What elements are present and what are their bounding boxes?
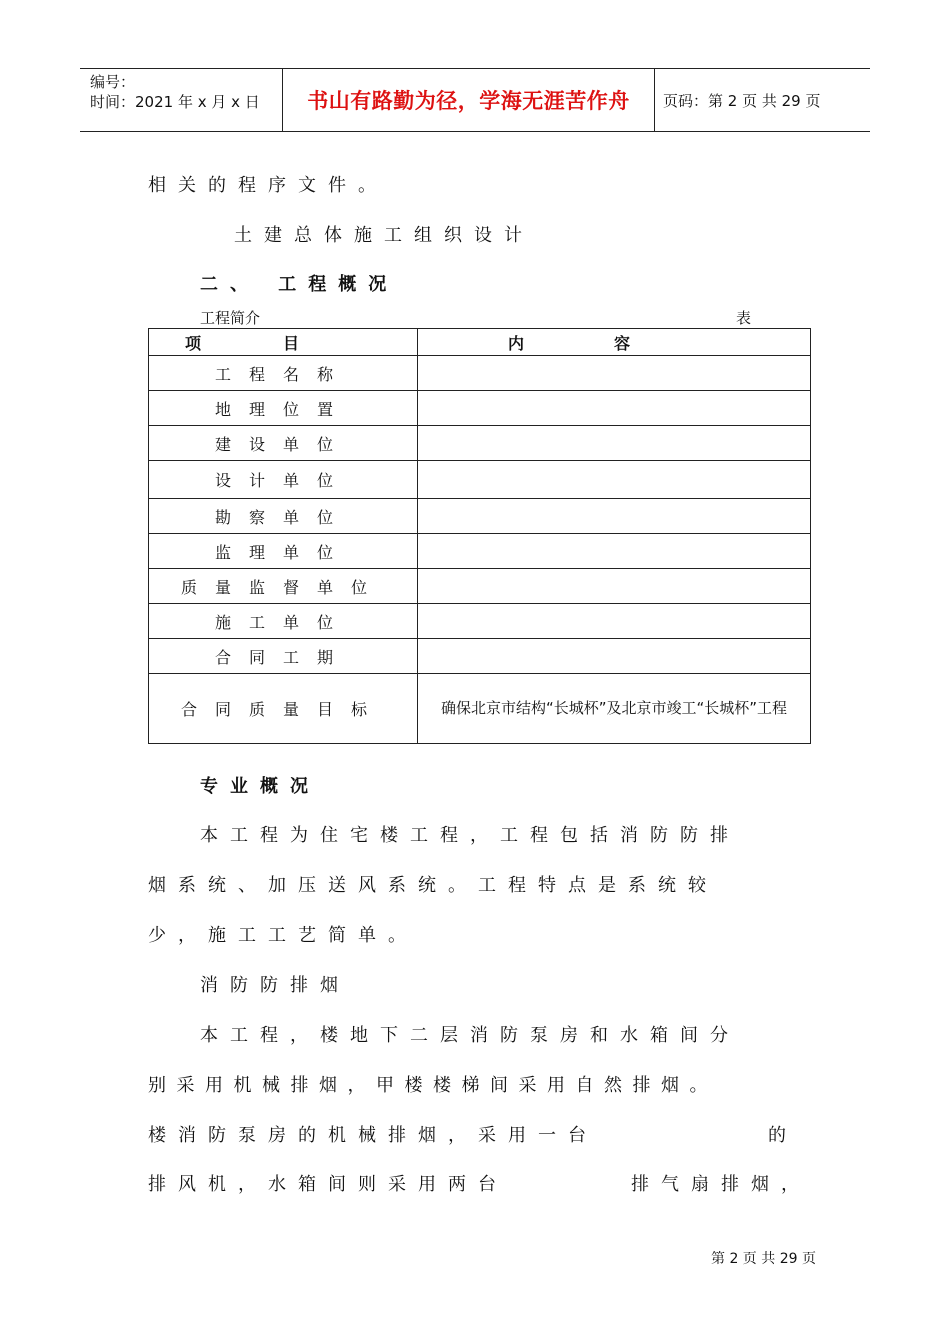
row-value xyxy=(418,356,811,391)
header-motto: 书山有路勤为径，学海无涯苦作舟 xyxy=(282,69,655,131)
table-row xyxy=(149,534,811,569)
paragraph-line: 少，施工工艺简单。 xyxy=(148,925,418,946)
row-value xyxy=(418,639,811,674)
date-label: 时间：2021 年 x 月 x 日 xyxy=(90,93,260,111)
row-value xyxy=(418,499,811,534)
paragraph-line: 烟系统、加压送风系统。工程特点是系统较 xyxy=(148,875,718,896)
table-row xyxy=(149,604,811,639)
row-label: 监理单位 xyxy=(149,534,418,569)
table-row xyxy=(149,426,811,461)
serial-label: 编号： xyxy=(90,73,136,91)
document-subtitle: 土建总体施工组织设计 xyxy=(234,225,534,246)
paragraph-line: 本工程为住宅楼工程，工程包括消防防排 xyxy=(200,825,740,846)
row-value xyxy=(418,534,811,569)
row-value xyxy=(418,391,811,426)
text-line: 相关的程序文件。 xyxy=(148,175,388,196)
row-label: 建设单位 xyxy=(149,426,418,461)
table-row xyxy=(149,499,811,534)
table-caption: 工程简介 xyxy=(200,309,261,327)
row-value xyxy=(418,604,811,639)
table-header-content: 内容 xyxy=(418,329,811,356)
paragraph-line: 排风机，水箱间则采用两台 xyxy=(148,1174,508,1195)
header-meta xyxy=(80,69,282,131)
row-label: 地理位置 xyxy=(149,391,418,426)
table-row xyxy=(149,674,811,744)
section-heading: 二、 工程概况 xyxy=(200,274,399,295)
row-label: 质量监督单位 xyxy=(149,569,418,604)
project-intro-table xyxy=(148,328,811,744)
paragraph-line: 楼消防泵房的机械排烟，采用一台 xyxy=(148,1125,598,1146)
paragraph-line: 别采用机械排烟，甲楼楼梯间采用自然排烟。 xyxy=(148,1075,718,1096)
row-value xyxy=(418,569,811,604)
table-row xyxy=(149,569,811,604)
row-label: 施工单位 xyxy=(149,604,418,639)
paragraph-line: 本工程，楼地下二层消防泵房和水箱间分 xyxy=(200,1025,740,1046)
section-heading: 专业概况 xyxy=(200,776,320,797)
row-label: 合同质量目标 xyxy=(149,674,418,744)
table-row xyxy=(149,391,811,426)
table-caption-suffix: 表 xyxy=(736,309,752,327)
paragraph-line: 排气扇排烟， xyxy=(631,1174,811,1195)
table-row xyxy=(149,356,811,391)
row-value xyxy=(418,426,811,461)
row-value: 确保北京市结构“长城杯”及北京市竣工“长城杯”工程 xyxy=(418,674,811,744)
table-row xyxy=(149,639,811,674)
table-row xyxy=(149,461,811,499)
table-header-row xyxy=(149,329,811,356)
row-label: 勘察单位 xyxy=(149,499,418,534)
paragraph-line: 的 xyxy=(768,1125,798,1146)
row-label: 合同工期 xyxy=(149,639,418,674)
sub-heading: 消防防排烟 xyxy=(200,975,350,996)
footer-page-number: 第 2 页 共 29 页 xyxy=(711,1251,816,1267)
row-value xyxy=(418,461,811,499)
row-label: 设计单位 xyxy=(149,461,418,499)
header-page-number: 页码：第 2 页 共 29 页 xyxy=(663,91,821,110)
row-label: 工程名称 xyxy=(149,356,418,391)
table-header-item: 项目 xyxy=(149,329,418,356)
page-header xyxy=(80,68,870,132)
